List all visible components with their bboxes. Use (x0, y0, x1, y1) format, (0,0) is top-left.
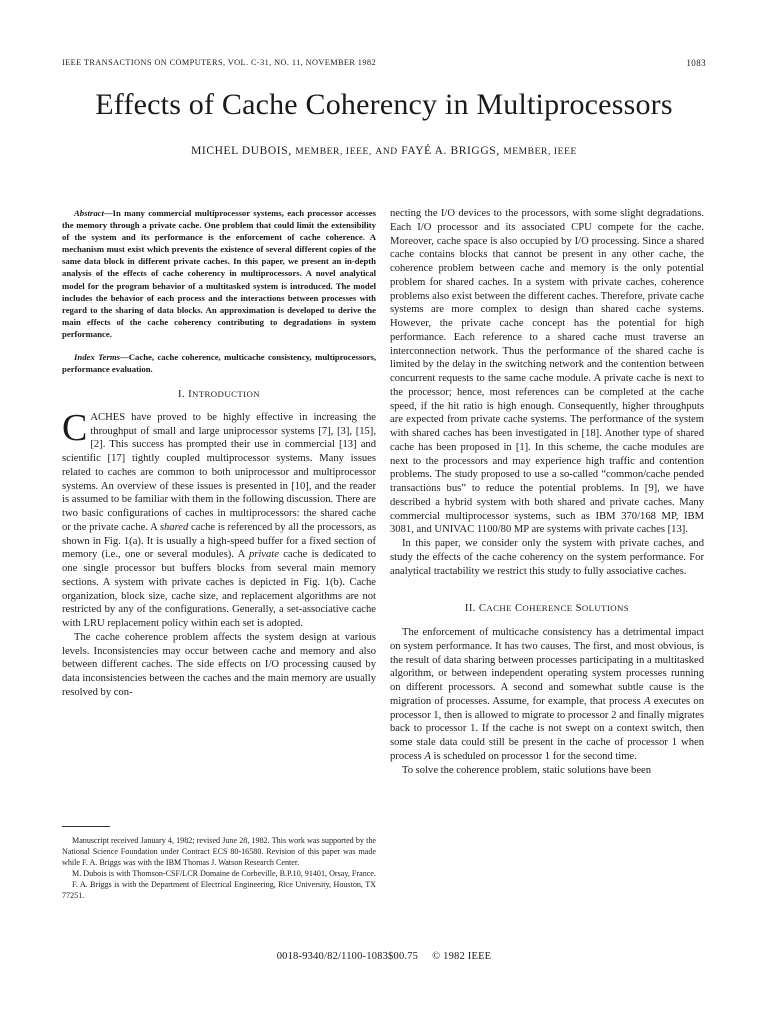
footnotes (62, 836, 376, 901)
section2-paragraph-1: The enforcement of multicache consistency has a detrimental impact on system performance. It has two causes. The first, and most obvious, is the result of data sharing between processes participating in a multitasked algorithm, or between independent operating system processes running on different processors. A second and somewhat subtle cause is the migration of processes. Assume, for example, that process A executes on processor 1, then is allowed to migrate to processor 2 and finally migrates back to processor 1. If the cache is not swept on a context switch, then some stale data could still be present in the cache of processor 1 when process A is scheduled on processor 1 for the second time. (390, 627, 705, 762)
footnote-dubois: M. Dubois is with Thomson-CSF/LCR Domaine de Corbeville, B.P.10, 91401, Orsay, France. (72, 868, 376, 878)
page-footer (0, 951, 768, 962)
author-briggs: FAYÉ A. BRIGGS, (401, 145, 500, 157)
footnote-manuscript: Manuscript received January 4, 1982; revised June 28, 1982. This work was supported by the National Science Foundation under Contract ECS 80-16580. Revision of this paper was made while F. A. Briggs was with the IBM Thomas J. Watson Research Center. (62, 836, 376, 867)
footer-code: 0018-9340/82/1100-1083$00.75 (276, 951, 419, 962)
paper-title: Effects of Cache Coherency in Multiprocessors (95, 88, 673, 121)
right-column (390, 207, 704, 777)
right-paragraph-2: In this paper, we consider only the system with private caches, and study the effects of the cache coherency on the system performance. For analytical tractability we restrict this study to fully associative caches. (390, 538, 704, 577)
section2-paragraph-2: To solve the coherence problem, static solutions have been (402, 764, 652, 776)
author-dubois: MICHEL DUBOIS, (191, 145, 292, 157)
section-heading-introduction: I. INTRODUCTION (178, 389, 260, 401)
intro-paragraph-2: The cache coherence problem affects the system design at various levels. Inconsistencies may occur between cache and memory and also between different caches. The side effects on I/O processing caused by data inconsistencies between the caches and the main memory are usually resolved by con- (62, 631, 376, 698)
left-column (62, 207, 376, 700)
intro-paragraph-1: CACHES have proved to be highly effective in increasing the throughput of small and large uniprocessor systems [7], [3], [15], [2]. This success has prompted their use in commercial [13] and scientific [17] tightly coupled multiprocessor systems. Many issues related to caches are common to both uniprocessor and multiprocessor systems. An overview of these issues is presented in [10], and the reader is assumed to be familiar with them in the following discussion. There are two basic configurations of caches in multiprocessors: the shared cache or the private cache. A shared cache is referenced by all the processors, as shown in Fig. 1(a). It is usually a high-speed buffer for a fixed section of memory (i.e., one or several modules). A private cache is dedicated to one single processor but buffers blocks from several main memory sections. A system with private caches is depicted in Fig. 1(b). Cache organization, block size, cache size, and replacement algorithms are not restricted by any of the configurations. Generally, a set-associative cache with LRU replacement policy within each set is adopted. (62, 406, 376, 630)
author-line (0, 145, 768, 157)
page-number: 1083 (686, 58, 706, 68)
index-terms-lead: Index Terms— (74, 352, 129, 363)
footnote-briggs: F. A. Briggs is with the Department of Electrical Engineering, Rice University, Houston, TX 77251. (62, 879, 376, 900)
section-heading-cache-coherence-solutions: II. CACHE COHERENCE SOLUTIONS (464, 603, 630, 615)
footnote-rule (62, 826, 110, 827)
index-terms (62, 351, 376, 375)
journal-citation: IEEE TRANSACTIONS ON COMPUTERS, VOL. C-31, NO. 11, NOVEMBER 1982 (62, 58, 377, 67)
abstract-lead: Abstract— (74, 208, 113, 218)
footer-copyright: © 1982 IEEE (432, 951, 492, 962)
author-conjunction: AND (375, 147, 398, 157)
running-head (62, 58, 706, 72)
right-paragraph-1: necting the I/O devices to the processors, with some slight degradations. Each I/O processor and its associated CPU compete for the cache. Moreover, cache space is also occupied by I/O processing. Since a shared cache contains blocks that cannot be present in any other cache, the coherence problem between cache and memory is the only potential problem for shared caches. In a system with private caches, coherence problems also exist between the different caches. Therefore, private cache systems are more complex to design than shared cache systems. However, the private cache concept has the potential for high performance. Each reference to a shared cache must traverse an interconnection network. Thus the performance of the shared cache is limited by the delay in the switching network and the contention between concurrent requests to the same cache module. A private cache is next to the processor; hence, most references can be completed at the cache speed, if the hit ratio is high enough. Consequently, higher throughputs are expected from private cache systems. The performance of the system with shared caches has been investigated in [18]. Another type of shared cache has been proposed in [1]. In this scheme, the cache modules are next to the processors and may experience high traffic and contention problems. The study proposed to use a so-called “common/cache pended transactions bus” to reduce the potential problems. In [9], we have described a hybrid system with both shared and private caches. Many commercial multiprocessor systems, such as IBM 370/168 MP, IBM 3081, and UNIVAC 1100/80 MP are systems with private caches [13]. (390, 208, 704, 536)
drop-cap: C (62, 406, 88, 449)
author-briggs-membership: MEMBER, IEEE (503, 147, 577, 157)
index-terms-text: Cache, cache coherence, multicache consistency, multiprocessors, performance evaluation. (62, 352, 376, 375)
abstract-text: In many commercial multiprocessor systems, each processor accesses the memory through a private cache. One problem that could limit the extensibility of the system and its performance is the enforcement of cache coherence. A mechanism must exist which prevents the existence of several different copies of the same data block in different private caches. In this paper, we present an in-depth analysis of the effects of cache coherency in multiprocessors. A novel analytical model for the program behavior of a multitasked system is introduced. The model includes the behavior of each process and the interactions between processes with regard to the sharing of data blocks. An approximation is developed to derive the main effects of the cache coherency contributing to degradations in system performance. (62, 208, 376, 339)
abstract (62, 207, 376, 340)
author-dubois-membership: MEMBER, IEEE, (295, 147, 372, 157)
